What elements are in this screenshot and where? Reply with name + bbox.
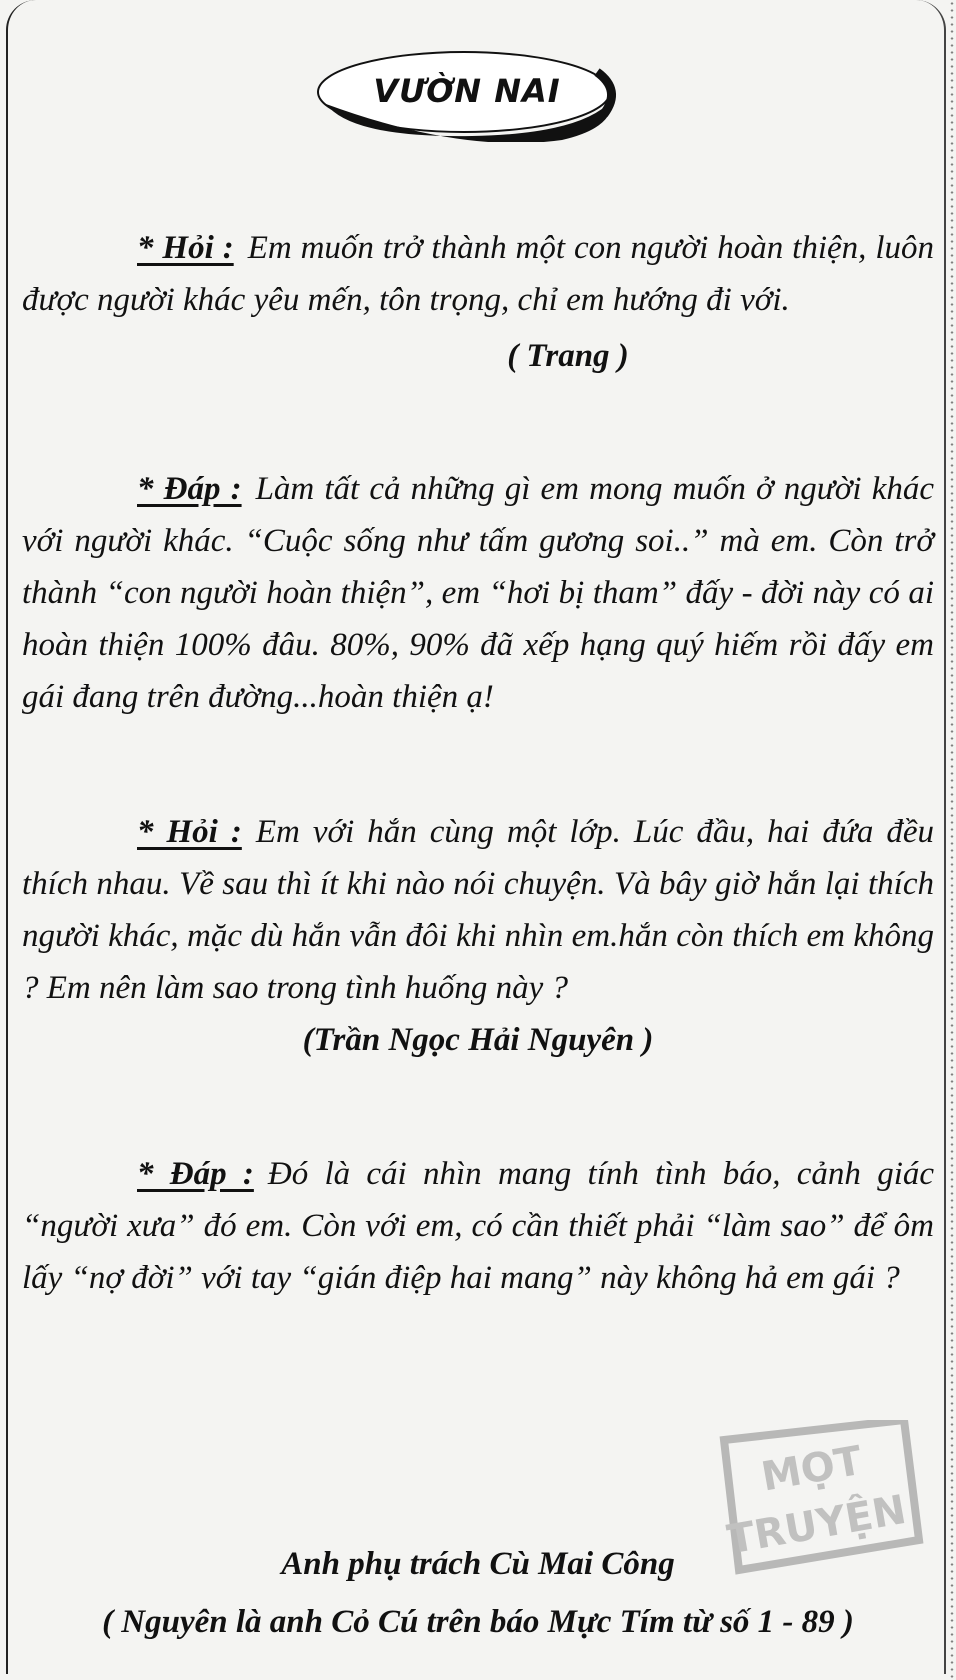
question-author: (Trần Ngọc Hải Nguyên ): [302, 1022, 654, 1058]
answer-1: [22, 463, 934, 723]
question-text: Em với hắn cùng một lớp. Lúc đầu, hai đứa đều thích nhau. Về sau thì ít khi nào nói chuyện. Và bây giờ hắn lại thích người khác, mặc dù hắn vẫn đôi khi nhìn em.hắn còn thích em không ? Em nên làm sao trong tình huống này ?: [22, 814, 934, 1006]
question-2: [22, 806, 934, 1066]
question-author: ( Trang ): [507, 338, 629, 374]
answer-text: Làm tất cả những gì em mong muốn ở người khác với người khác. “Cuộc sống như tấm gương soi..” mà em. Còn trở thành “con người hoàn thiện”, em “hơi bị tham” đấy - đời này có ai hoàn thiện 100% đâu. 80%, 90% đã xếp hạng quý hiếm rồi đấy em gái đang trên đường...hoàn thiện ạ!: [22, 471, 934, 715]
question-label: * Hỏi :: [137, 230, 234, 266]
answer-text: Đó là cái nhìn mang tính tình báo, cảnh giác “người xưa” đó em. Còn với em, có cần thiết phải “làm sao” để ôm lấy “nợ đời” với tay “gián điệp hai mang” này không hả em gái ?: [22, 1156, 935, 1296]
page-title: VƯỜN NAI: [373, 72, 561, 110]
answer-label: * Đáp :: [137, 471, 242, 507]
svg-text:TRUYỆN: TRUYỆN: [723, 1486, 910, 1564]
footer-editor: Anh phụ trách Cù Mai Công: [281, 1546, 675, 1582]
question-text: Em muốn trở thành một con người hoàn thiện, luôn được người khác yêu mến, tôn trọng, chỉ em hướng đi với.: [22, 230, 934, 318]
footer-note: ( Nguyên là anh Cỏ Cú trên báo Mực Tím từ số 1 - 89 ): [102, 1604, 854, 1640]
svg-text:MỌT: MỌT: [757, 1437, 866, 1501]
answer-2: [22, 1148, 934, 1304]
question-label: * Hỏi :: [137, 814, 242, 850]
question-1: [22, 222, 934, 382]
answer-label: * Đáp :: [137, 1156, 254, 1192]
title-badge: [312, 42, 632, 142]
page-edge-dots: [948, 0, 956, 1680]
